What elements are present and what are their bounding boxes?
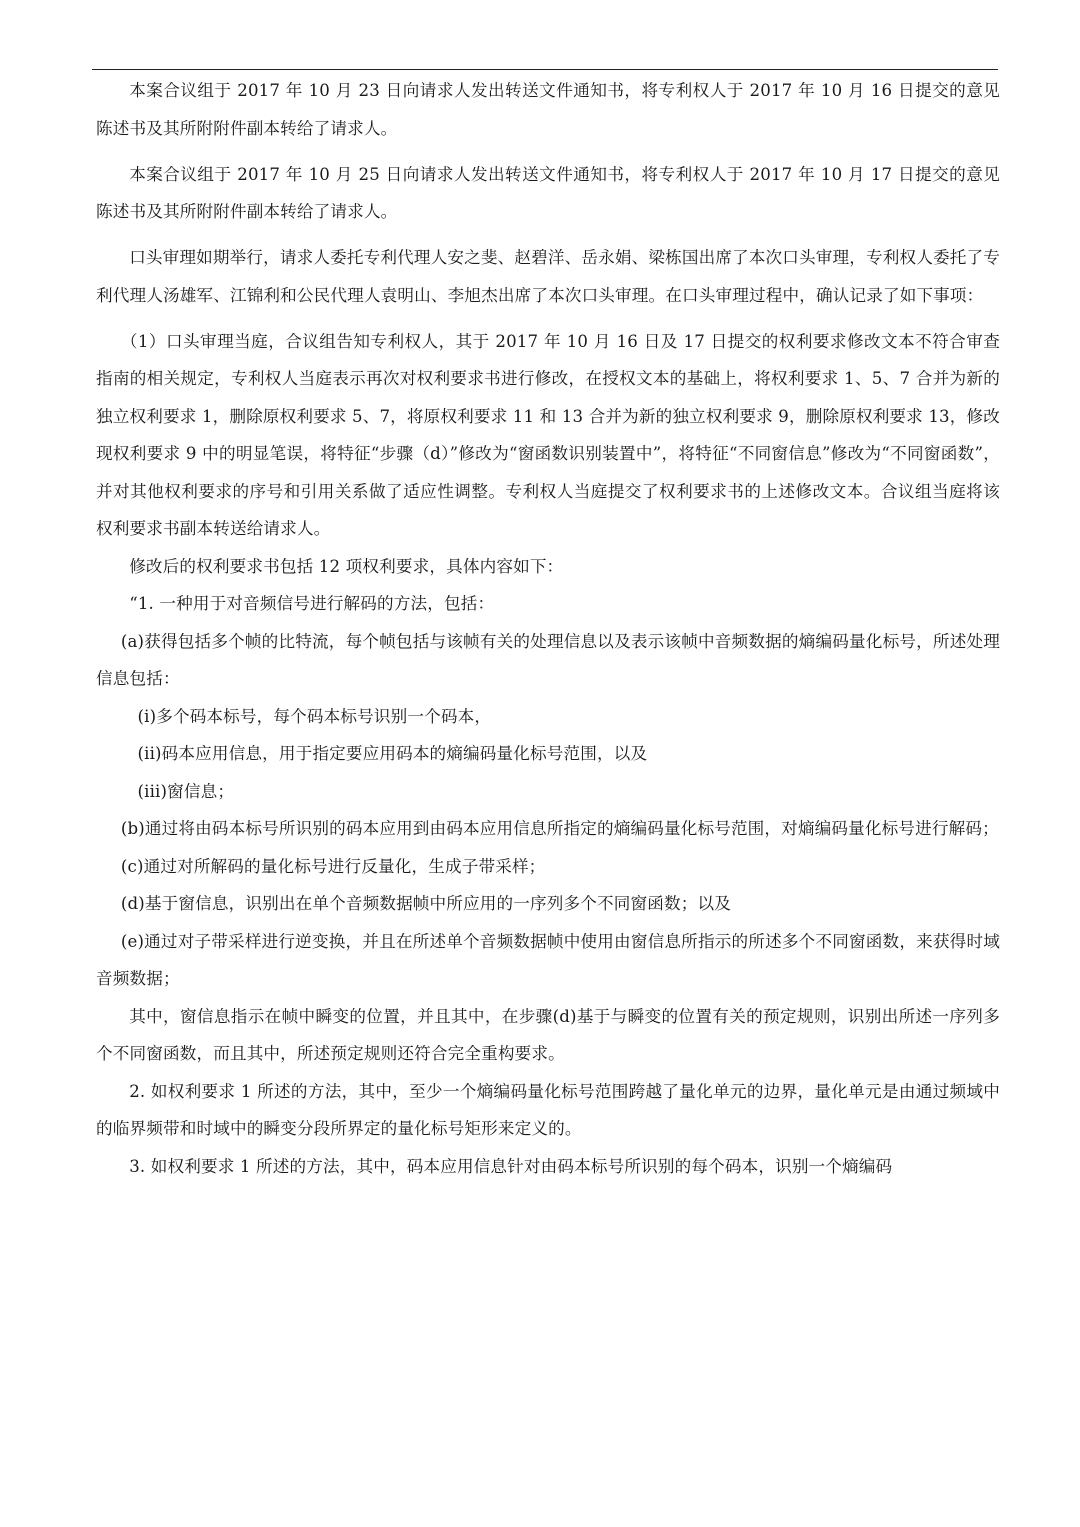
document-body xyxy=(96,72,1000,1185)
claim-1-step-a: (a)获得包括多个帧的比特流，每个帧包括与该帧有关的处理信息以及表示该帧中音频数据的熵编码量化标号，所述处理信息包括： xyxy=(96,631,1000,688)
claim-1-step-b: (b)通过将由码本标号所识别的码本应用到由码本应用信息所指定的熵编码量化标号范围，对熵编码量化标号进行解码； xyxy=(120,819,999,838)
claim-1-step-e: (e)通过对子带采样进行逆变换，并且在所述单个音频数据帧中使用由窗信息所指示的所述多个不同窗函数，来获得时域音频数据； xyxy=(96,931,1000,988)
claim-1-step-c: (c)通过对所解码的量化标号进行反量化，生成子带采样； xyxy=(120,856,546,876)
paragraph-transfer-notice-2: 本案合议组于 2017 年 10 月 25 日向请求人发出转送文件通知书，将专利权人于 2017 年 10 月 17 日提交的意见陈述书及其所附附件副本转给了请求人。 xyxy=(96,164,1000,221)
paragraph-oral-hearing: 口头审理如期举行，请求人委托专利代理人安之斐、赵碧洋、岳永娟、梁栋国出席了本次口头审理，专利权人委托了专利代理人汤雄军、江锦利和公民代理人袁明山、李旭杰出席了本次口头审理。在口头审理过程中，确认记录了如下事项： xyxy=(96,248,1000,305)
claim-3: 3. 如权利要求 1 所述的方法，其中，码本应用信息针对由码本标号所识别的每个码本，识别一个熵编码 xyxy=(129,1156,893,1176)
claim-1-step-a-ii: (ii)码本应用信息，用于指定要应用码本的熵编码量化标号范围，以及 xyxy=(137,744,648,763)
claim-1-wherein: 其中，窗信息指示在帧中瞬变的位置，并且其中，在步骤(d)基于与瞬变的位置有关的预定规则，识别出所述一序列多个不同窗函数，而且其中，所述预定规则还符合完全重构要求。 xyxy=(96,1006,1000,1063)
paragraph-transfer-notice-1: 本案合议组于 2017 年 10 月 23 日向请求人发出转送文件通知书，将专利权人于 2017 年 10 月 16 日提交的意见陈述书及其所附附件副本转给了请求人。 xyxy=(96,81,1000,138)
claim-1-step-d: (d)基于窗信息，识别出在单个音频数据帧中所应用的一序列多个不同窗函数；以及 xyxy=(120,894,731,913)
claim-1-preamble: “1. 一种用于对音频信号进行解码的方法，包括： xyxy=(129,594,495,613)
claim-2: 2. 如权利要求 1 所述的方法，其中，至少一个熵编码量化标号范围跨越了量化单元的边界，量化单元是由通过频域中的临界频带和时域中的瞬变分段所界定的量化标号矩形来定义的。 xyxy=(96,1081,1000,1138)
header-rule xyxy=(92,69,998,70)
claim-1-step-a-i: (i)多个码本标号，每个码本标号识别一个码本， xyxy=(137,706,492,726)
claim-1-step-a-iii: (iii)窗信息； xyxy=(137,781,235,801)
paragraph-claims-intro: 修改后的权利要求书包括 12 项权利要求，具体内容如下： xyxy=(129,556,564,576)
paragraph-hearing-item-1: （1）口头审理当庭，合议组告知专利权人，其于 2017 年 10 月 16 日及 17 日提交的权利要求修改文本不符合审查指南的相关规定，专利权人当庭表示再次对权利要求书进行修改，在授权文本的基础上，将权利要求 1、5、7 合并为新的独立权利要求 1，删除原权利要求 5、7，将原权利要求 11 和 13 合并为新的独立权利要求 9，删除原权利要求 13，修改现权利要求 9 中的明显笔误，将特征“步骤（d）”修改为“窗函数识别装置中”，将特征“不同窗信息”修改为“不同窗函数”，并对其他权利要求的序号和引用关系做了适应性调整。专利权人当庭提交了权利要求书的上述修改文本。合议组当庭将该权利要求书副本转送给请求人。 xyxy=(96,331,1000,538)
